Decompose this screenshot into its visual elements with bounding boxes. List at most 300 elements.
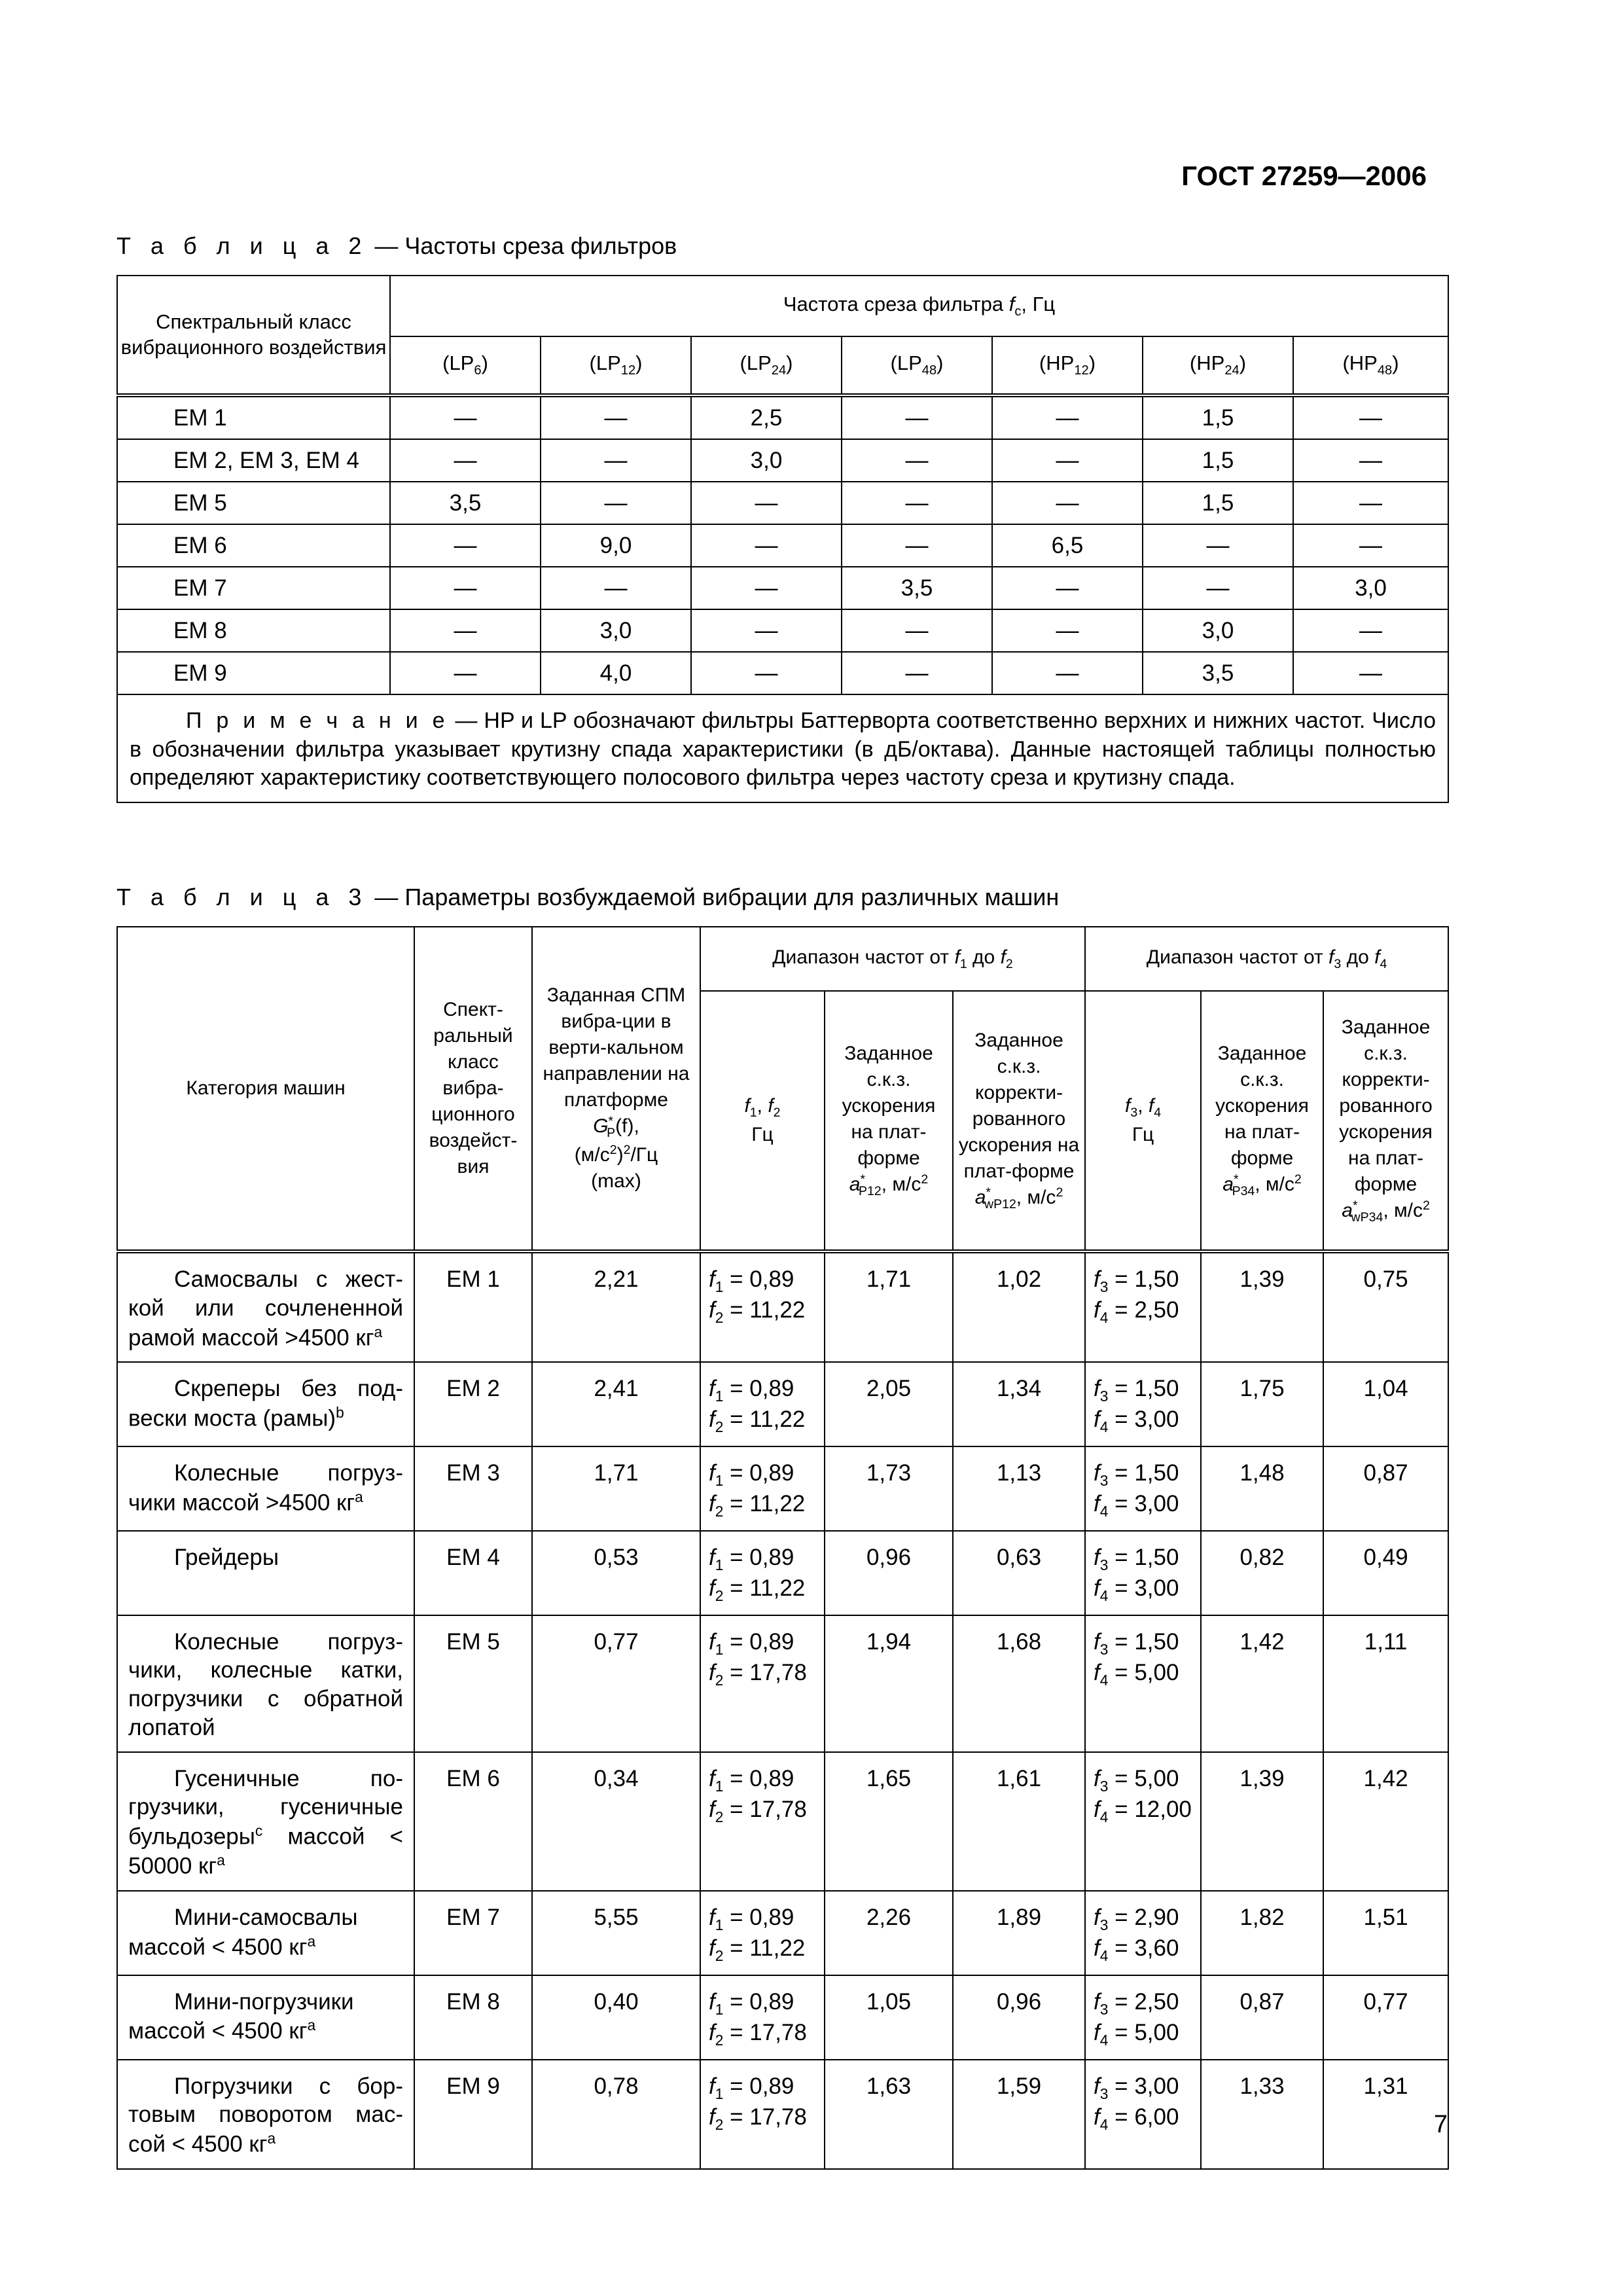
class-cell: ЕМ 5	[414, 1615, 532, 1752]
freq-symbol: f	[1094, 1935, 1100, 1962]
value-cell: —	[390, 524, 541, 567]
table2-row	[117, 482, 1448, 524]
freq-symbol: f	[709, 1491, 715, 1517]
frequency-cell	[1085, 1251, 1201, 1362]
freq-value: 2,50	[1134, 1297, 1179, 1323]
category-cell	[117, 1446, 414, 1531]
head-frequency-unit: , Гц	[1021, 292, 1056, 315]
head-frequency-sub: c	[1014, 304, 1022, 319]
table3-row	[117, 1362, 1448, 1446]
freq-sub: 2	[715, 1418, 724, 1436]
freq-value: 11,22	[749, 1491, 806, 1517]
freq-symbol: f	[1094, 1297, 1100, 1323]
freq-sub: 3	[1099, 1556, 1109, 1573]
freq-symbol: f	[1094, 2073, 1100, 2099]
table2-row	[117, 395, 1448, 439]
freq-value: 12,00	[1134, 1796, 1192, 1822]
range1-s2: 2	[1005, 957, 1013, 972]
table2-note	[117, 694, 1448, 802]
class-cell: ЕМ 7	[414, 1891, 532, 1975]
freq-symbol: f	[1094, 1659, 1100, 1685]
frequency-line	[1094, 1659, 1200, 1689]
value-cell: —	[992, 482, 1143, 524]
freq-sub: 2	[715, 2116, 724, 2134]
table3-caption-text: — Параметры возбуждаемой вибрации для различных машин	[368, 884, 1060, 910]
frequency-line	[709, 1296, 824, 1327]
frequency-line	[709, 1628, 824, 1659]
weighted12-cell: 0,96	[953, 1975, 1085, 2060]
freq-eq: =	[723, 1765, 750, 1791]
freq-sub: 2	[715, 1671, 724, 1689]
frequency-line	[709, 1543, 824, 1574]
value-cell: 3,5	[842, 567, 992, 609]
head-frequency-symbol: f	[1008, 292, 1015, 315]
frequency-line	[709, 1659, 824, 1689]
head-frequency-text: Частота среза фильтра	[783, 292, 1009, 315]
footnote-mark: a	[307, 2017, 316, 2034]
f12-a: f	[744, 1095, 750, 1117]
frequency-cell	[700, 1615, 825, 1752]
freq-eq: =	[1108, 1407, 1135, 1433]
f34-s1: 3	[1130, 1105, 1138, 1121]
frequency-cell	[700, 1975, 825, 2060]
table3-caption	[116, 884, 1059, 911]
rms34-cell: 0,87	[1201, 1975, 1323, 2060]
freq-eq: =	[1108, 1659, 1135, 1685]
value-cell: 3,0	[691, 439, 842, 482]
rms34-cell: 1,42	[1201, 1615, 1323, 1752]
freq-sub: 1	[715, 1278, 724, 1295]
freq-sub: 1	[715, 1471, 724, 1489]
freq-value: 1,50	[1134, 1544, 1179, 1570]
filter-base: LP	[596, 351, 621, 375]
class-cell: ЕМ 8	[414, 1975, 532, 2060]
class-cell: ЕМ 6	[414, 1752, 532, 1891]
value-cell: —	[1293, 482, 1448, 524]
freq-eq: =	[1108, 1765, 1135, 1791]
freq-eq: =	[1108, 1988, 1135, 2015]
category-name: Колесные погруз-чики, колесные катки, погрузчики с обратной лопатой	[128, 1628, 403, 1740]
frequency-line	[709, 1903, 824, 1934]
freq-symbol: f	[709, 1765, 715, 1791]
head-psd-text: Заданная СПМ вибра-ции в верти-кальном направлении на платформе	[543, 984, 690, 1111]
table2-row	[117, 609, 1448, 652]
frequency-line	[1094, 1490, 1200, 1520]
table3-head-category: Категория машин	[117, 927, 414, 1251]
category-name: Самосвалы с жест-кой или сочлененной рамой массой >4500 кг	[128, 1266, 403, 1351]
category-text	[128, 2072, 403, 2159]
freq-symbol: f	[1094, 1628, 1100, 1655]
table2-caption-text: — Частоты среза фильтров	[368, 232, 677, 259]
table3-row	[117, 1615, 1448, 1752]
frequency-line	[1094, 2103, 1200, 2134]
category-cell	[117, 1752, 414, 1891]
freq-eq: =	[723, 1575, 750, 1602]
table3-row	[117, 2060, 1448, 2169]
category-name: Мини-самосвалы массой < 4500 кг	[128, 1904, 358, 1960]
freq-eq: =	[723, 1935, 750, 1962]
footnote-mark: a	[374, 1323, 383, 1340]
footnote-mark: c	[255, 1822, 263, 1840]
rms34-cell: 0,82	[1201, 1531, 1323, 1615]
rms34-cell: 1,82	[1201, 1891, 1323, 1975]
frequency-cell	[700, 1251, 825, 1362]
frequency-line	[709, 1574, 824, 1605]
value-cell: —	[992, 652, 1143, 694]
f34-b: f	[1148, 1095, 1154, 1117]
value-cell: —	[1293, 652, 1448, 694]
freq-symbol: f	[709, 1575, 715, 1602]
freq-sub: 3	[1099, 2000, 1109, 2018]
value-cell: —	[691, 567, 842, 609]
freq-value: 0,89	[749, 1628, 794, 1655]
frequency-line	[1094, 1459, 1200, 1490]
freq-eq: =	[723, 1407, 750, 1433]
range1-s1: 1	[959, 957, 967, 972]
footnote-mark: a	[267, 2130, 276, 2147]
category-cell	[117, 1531, 414, 1615]
rms34-unit: , м/с	[1255, 1173, 1294, 1195]
freq-eq: =	[1108, 2020, 1135, 2046]
freq-eq: =	[1108, 1628, 1135, 1655]
freq-eq: =	[723, 1796, 750, 1822]
freq-sub: 4	[1099, 1587, 1109, 1605]
freq-eq: =	[723, 1460, 750, 1486]
table3-head-rms-34	[1201, 991, 1323, 1251]
value-cell: —	[842, 524, 992, 567]
weighted12-cell: 1,89	[953, 1891, 1085, 1975]
filter-sub: 48	[1377, 363, 1393, 378]
freq-sub: 4	[1099, 2032, 1109, 2049]
freq-eq: =	[723, 1375, 750, 1401]
table2-row	[117, 652, 1448, 694]
value-cell: —	[691, 609, 842, 652]
freq-sub: 3	[1099, 1916, 1109, 1933]
footnote-mark: a	[355, 1488, 363, 1505]
freq-sub: 1	[715, 1640, 724, 1658]
rms12-unit-sup: 2	[921, 1172, 929, 1187]
rms12-cell: 2,05	[825, 1362, 953, 1446]
rms34-cell: 1,39	[1201, 1251, 1323, 1362]
table2-row	[117, 567, 1448, 609]
head-psd-arg: (f),	[615, 1115, 639, 1137]
rms12-cell: 1,73	[825, 1446, 953, 1531]
value-cell: —	[992, 439, 1143, 482]
frequency-line	[709, 1934, 824, 1965]
freq-symbol: f	[709, 1297, 715, 1323]
table3-head-rms-12	[825, 991, 953, 1251]
category-text	[128, 1903, 403, 1962]
freq-value: 11,22	[749, 1935, 806, 1962]
weighted12-cell: 1,02	[953, 1251, 1085, 1362]
value-cell: 3,5	[1143, 652, 1293, 694]
category-cell	[117, 1615, 414, 1752]
value-cell: —	[691, 524, 842, 567]
weighted12-cell: 1,61	[953, 1752, 1085, 1891]
freq-sub: 2	[715, 1587, 724, 1605]
freq-eq: =	[1108, 1375, 1135, 1401]
rms12-star: *	[860, 1172, 866, 1187]
filter-header-2: $(LP_{24})$	[691, 336, 842, 395]
frequency-line	[709, 1765, 824, 1795]
class-cell: ЕМ 3	[414, 1446, 532, 1531]
frequency-line	[1094, 1903, 1200, 1934]
freq-value: 17,78	[749, 1796, 807, 1822]
f34-s2: 4	[1154, 1105, 1162, 1121]
filter-header-0: $(LP_6)$	[390, 336, 541, 395]
value-cell: —	[1293, 524, 1448, 567]
rms12-cell: 1,65	[825, 1752, 953, 1891]
note-prefix: П р и м е ч а н и е	[186, 708, 449, 733]
table3-head-weighted-34	[1323, 991, 1448, 1251]
head-psd-g: G	[593, 1115, 609, 1137]
rms12-text: Заданное с.к.з. ускорения на плат-форме	[842, 1043, 936, 1169]
value-cell: 3,0	[1293, 567, 1448, 609]
freq-eq: =	[1108, 1297, 1135, 1323]
value-cell: —	[842, 609, 992, 652]
value-cell: —	[1143, 567, 1293, 609]
freq-eq: =	[723, 1659, 750, 1685]
w34-unit: , м/с	[1383, 1199, 1423, 1221]
freq-sub: 3	[1099, 1278, 1109, 1295]
freq-sub: 1	[715, 2000, 724, 2018]
freq-symbol: f	[1094, 2020, 1100, 2046]
weighted34-cell: 1,42	[1323, 1752, 1448, 1891]
filter-base: LP	[449, 351, 474, 375]
range2-text: Диапазон частот от	[1146, 946, 1329, 969]
freq-sub: 4	[1099, 2116, 1109, 2134]
freq-sub: 4	[1099, 1671, 1109, 1689]
frequency-line	[1094, 1795, 1200, 1826]
category-text	[128, 1459, 403, 1517]
filter-header-1: $(LP_{12})$	[541, 336, 691, 395]
head-psd-unit-sup2: 2	[623, 1142, 631, 1157]
psd-cell: 0,34	[532, 1752, 700, 1891]
head-psd-sub: P	[607, 1125, 616, 1140]
frequency-line	[1094, 1405, 1200, 1436]
freq-eq: =	[723, 2104, 750, 2130]
table3-head-psd	[532, 927, 700, 1251]
frequency-line	[1094, 2072, 1200, 2103]
value-cell: 1,5	[1143, 439, 1293, 482]
freq-sub: 3	[1099, 1640, 1109, 1658]
class-cell: ЕМ 4	[414, 1531, 532, 1615]
frequency-line	[1094, 1374, 1200, 1405]
value-cell: 1,5	[1143, 482, 1293, 524]
category-name: Скреперы без под-вески моста (рамы)	[128, 1375, 403, 1431]
frequency-line	[1094, 1934, 1200, 1965]
value-cell: 6,5	[992, 524, 1143, 567]
freq-value: 3,60	[1134, 1935, 1179, 1962]
w12-a: a	[974, 1186, 986, 1208]
freq-sub: 1	[715, 1387, 724, 1405]
psd-cell: 2,41	[532, 1362, 700, 1446]
freq-value: 1,50	[1134, 1460, 1179, 1486]
value-cell: —	[541, 567, 691, 609]
freq-sub: 1	[715, 2085, 724, 2102]
freq-value: 1,50	[1134, 1375, 1179, 1401]
freq-sub: 2	[715, 1947, 724, 1965]
rms12-cell: 1,63	[825, 2060, 953, 2169]
table3-head-range-2	[1085, 927, 1448, 991]
category-text	[128, 1374, 403, 1433]
freq-eq: =	[1108, 1575, 1135, 1602]
frequency-cell	[700, 1362, 825, 1446]
rms34-text: Заданное с.к.з. ускорения на плат-форме	[1215, 1043, 1309, 1169]
value-cell: —	[541, 482, 691, 524]
freq-eq: =	[1108, 2104, 1135, 2130]
frequency-cell	[700, 2060, 825, 2169]
freq-value: 17,78	[749, 2104, 807, 2130]
w34-sub: wP34	[1351, 1210, 1383, 1225]
filter-sub: 12	[620, 363, 636, 378]
freq-value: 11,22	[749, 1407, 806, 1433]
frequency-line	[1094, 1988, 1200, 2018]
f12-unit: Гц	[751, 1124, 774, 1146]
freq-symbol: f	[1094, 1266, 1100, 1292]
freq-sub: 2	[715, 1309, 724, 1327]
class-cell: ЕМ 1	[414, 1251, 532, 1362]
frequency-line	[1094, 1765, 1200, 1795]
note-text: — HP и LP обозначают фильтры Баттерворта соответственно верхних и нижних частот. Число в обозначении фильтра указывает крутизну спада характеристики (в дБ/октава). Данные настоящей таблицы полностью определяют характеристику соответствующего полосового фильтра через частоту среза и крутизну спада.	[130, 708, 1436, 791]
freq-sub: 3	[1099, 1777, 1109, 1795]
table3-row	[117, 1531, 1448, 1615]
table2-row	[117, 439, 1448, 482]
filter-base: LP	[897, 351, 922, 375]
value-cell: —	[390, 609, 541, 652]
rms34-cell: 1,33	[1201, 2060, 1323, 2169]
freq-sub: 1	[715, 1916, 724, 1933]
psd-cell: 0,40	[532, 1975, 700, 2060]
psd-cell: 2,21	[532, 1251, 700, 1362]
frequency-line	[1094, 1296, 1200, 1327]
freq-value: 0,89	[749, 1460, 794, 1486]
class-cell: ЕМ 7	[117, 567, 390, 609]
freq-eq: =	[723, 1266, 750, 1292]
weighted12-cell: 1,68	[953, 1615, 1085, 1752]
table2-filter-cutoff	[116, 275, 1449, 803]
filter-header-4: $(HP_{12})$	[992, 336, 1143, 395]
freq-value: 3,00	[1134, 2073, 1179, 2099]
filter-sub: 6	[474, 363, 482, 378]
value-cell: —	[691, 482, 842, 524]
freq-eq: =	[723, 1988, 750, 2015]
range2-f1: f	[1329, 946, 1334, 969]
f34-unit: Гц	[1132, 1124, 1154, 1146]
category-name: Гусеничные по-грузчики, гусеничные бульдозеры	[128, 1765, 403, 1850]
freq-sub: 1	[715, 1556, 724, 1573]
freq-value: 5,00	[1134, 1765, 1179, 1791]
value-cell: —	[992, 609, 1143, 652]
value-cell: 1,5	[1143, 395, 1293, 439]
frequency-cell	[1085, 1531, 1201, 1615]
freq-eq: =	[1108, 1460, 1135, 1486]
f12-comma: ,	[757, 1095, 768, 1117]
psd-cell: 0,78	[532, 2060, 700, 2169]
w34-star: *	[1352, 1198, 1358, 1213]
f12-s1: 1	[749, 1105, 757, 1121]
table2-note-row	[117, 694, 1448, 802]
freq-sub: 3	[1099, 2085, 1109, 2102]
filter-header-3: $(LP_{48})$	[842, 336, 992, 395]
freq-symbol: f	[1094, 1904, 1100, 1930]
frequency-cell	[1085, 1446, 1201, 1531]
rms34-star: *	[1233, 1172, 1239, 1187]
table3-row	[117, 1975, 1448, 2060]
psd-cell: 1,71	[532, 1446, 700, 1531]
table2-caption	[116, 232, 677, 260]
rms12-cell: 1,94	[825, 1615, 953, 1752]
class-cell: ЕМ 1	[117, 395, 390, 439]
rms34-cell: 1,75	[1201, 1362, 1323, 1446]
value-cell: 3,0	[541, 609, 691, 652]
psd-cell: 5,55	[532, 1891, 700, 1975]
freq-eq: =	[1108, 1491, 1135, 1517]
table3-head-f34	[1085, 991, 1201, 1251]
freq-value: 6,00	[1134, 2104, 1179, 2130]
freq-symbol: f	[709, 1266, 715, 1292]
frequency-line	[709, 2018, 824, 2049]
freq-value: 0,89	[749, 1266, 794, 1292]
freq-symbol: f	[1094, 1544, 1100, 1570]
freq-sub: 2	[715, 1503, 724, 1520]
w12-unit-sup: 2	[1056, 1185, 1063, 1200]
table3-head-f12	[700, 991, 825, 1251]
freq-eq: =	[723, 2020, 750, 2046]
value-cell: 4,0	[541, 652, 691, 694]
weighted34-cell: 0,87	[1323, 1446, 1448, 1531]
category-text	[128, 1628, 403, 1742]
weighted34-cell: 1,04	[1323, 1362, 1448, 1446]
head-psd-unit-b: )	[616, 1143, 624, 1166]
freq-symbol: f	[709, 1935, 715, 1962]
filter-base: LP	[746, 351, 772, 375]
filter-sub: 12	[1074, 363, 1089, 378]
freq-sub: 4	[1099, 1418, 1109, 1436]
freq-value: 0,89	[749, 1988, 794, 2015]
table2-caption-prefix: Т а б л и ц а 2	[116, 232, 368, 259]
frequency-cell	[1085, 2060, 1201, 2169]
freq-value: 1,50	[1134, 1266, 1179, 1292]
freq-eq: =	[1108, 1796, 1135, 1822]
f12-s2: 2	[773, 1105, 781, 1121]
frequency-line	[1094, 1574, 1200, 1605]
value-cell: —	[842, 395, 992, 439]
rms12-cell: 1,71	[825, 1251, 953, 1362]
value-cell: 3,0	[1143, 609, 1293, 652]
category-cell	[117, 1362, 414, 1446]
freq-symbol: f	[709, 1628, 715, 1655]
freq-symbol: f	[1094, 1765, 1100, 1791]
frequency-line	[1094, 1265, 1200, 1296]
freq-value: 5,00	[1134, 2020, 1179, 2046]
category-text	[128, 1543, 403, 1572]
w12-unit: , м/с	[1016, 1186, 1056, 1208]
range1-text: Диапазон частот от	[772, 946, 955, 969]
frequency-line	[709, 2103, 824, 2134]
frequency-cell	[700, 1752, 825, 1891]
freq-eq: =	[723, 2073, 750, 2099]
freq-value: 3,00	[1134, 1575, 1179, 1602]
range2-f2: f	[1374, 946, 1380, 969]
head-psd-unit-c: /Гц	[630, 1143, 658, 1166]
weighted12-cell: 1,34	[953, 1362, 1085, 1446]
class-cell: ЕМ 5	[117, 482, 390, 524]
freq-symbol: f	[709, 2073, 715, 2099]
category-text	[128, 1265, 403, 1352]
value-cell: —	[992, 395, 1143, 439]
f12-b: f	[768, 1095, 774, 1117]
